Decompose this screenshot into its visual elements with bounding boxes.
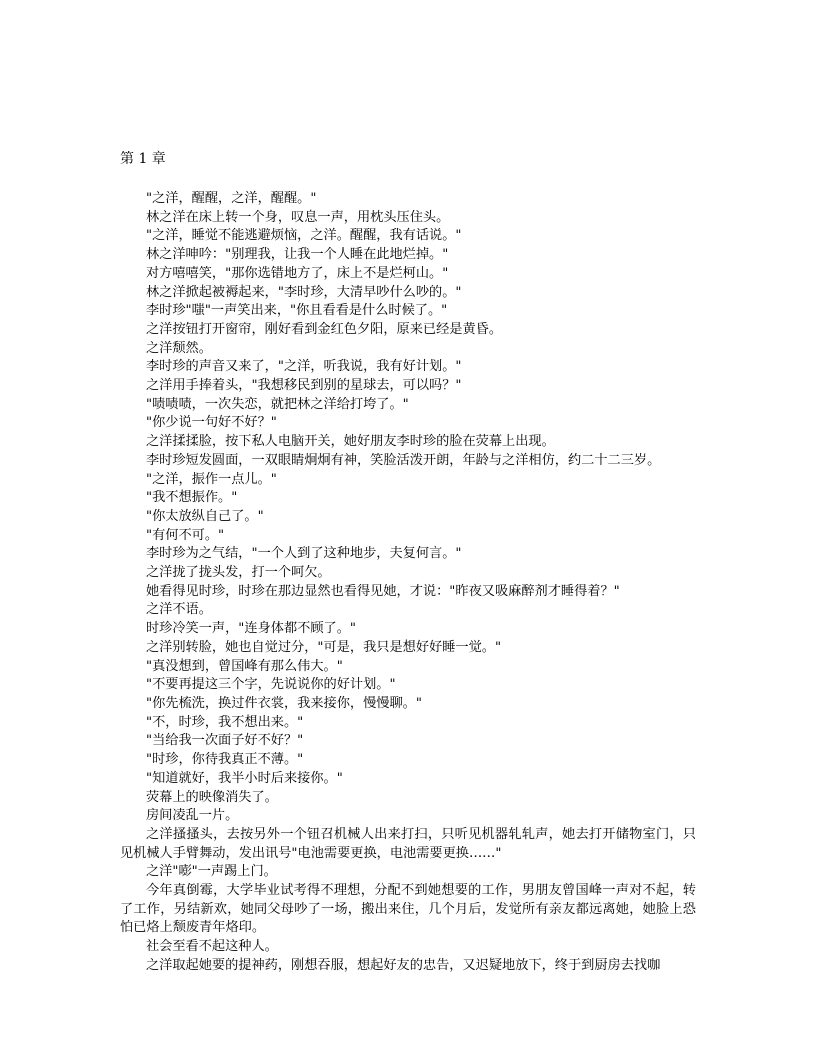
- paragraph: "时珍，你待我真正不薄。": [146, 752, 304, 768]
- paragraph: 之洋取起她要的提神药，刚想吞服，想起好友的忠告，又迟疑地放下，终于到厨房去找咖: [146, 957, 661, 973]
- paragraph: "真没想到，曾国峰有那么伟大。": [146, 658, 343, 674]
- document-page: [120, 150, 696, 976]
- paragraph: "之洋，振作一点儿。": [146, 471, 277, 487]
- paragraph: "你太放纵自己了。": [146, 508, 264, 524]
- paragraph: 李时珍短发圆面，一双眼睛炯炯有神，笑脸活泼开朗，年龄与之洋相仿，约二十二三岁。: [146, 452, 661, 468]
- paragraph: 之洋拢了拢头发，打一个呵欠。: [146, 565, 331, 581]
- paragraph: 对方嘻嘻笑，"那你选错地方了，床上不是烂柯山。": [146, 265, 449, 281]
- paragraph: 李时珍为之气结，"一个人到了这种地步，夫复何言。": [146, 546, 462, 562]
- paragraph: 之洋搔搔头，去按另外一个钮召机械人出来打扫，只听见机器轧轧声，她去打开储物室门，只见机械人手臂舞动，发出讯号"电池需要更换，电池需要更换……": [120, 826, 696, 861]
- paragraph: "你先梳洗，换过件衣裳，我来接你，慢慢聊。": [146, 695, 422, 711]
- paragraph: "啧啧啧，一次失恋，就把林之洋给打垮了。": [146, 396, 409, 412]
- paragraph: "之洋，睡觉不能逃避烦恼，之洋。醒醒，我有话说。": [146, 228, 462, 244]
- paragraph: 之洋颓然。: [146, 340, 212, 356]
- paragraph: 李时珍"嗤"一声笑出来，"你且看看是什么时候了。": [146, 303, 448, 319]
- paragraph: 林之洋呻吟："别理我，让我一个人睡在此地烂掉。": [146, 247, 449, 263]
- paragraph: 李时珍的声音又来了，"之洋，听我说，我有好计划。": [146, 359, 462, 375]
- paragraph: 今年真倒霉，大学毕业试考得不理想，分配不到她想要的工作，男朋友曾国峰一声对不起，转了工作，另结新欢，她同父母吵了一场，搬出来住，几个月后，发觉所有亲友都远离她，她脸上恐怕已烙上颓废青年烙印。: [120, 883, 696, 936]
- paragraph: "不，时珍，我不想出来。": [146, 714, 304, 730]
- paragraph: 社会至看不起这种人。: [146, 939, 278, 955]
- paragraph: "你少说一句好不好？": [146, 415, 277, 431]
- paragraph: "之洋，醒醒，之洋，醒醒。": [146, 191, 317, 206]
- paragraph: 之洋用手捧着头，"我想移民到别的星球去，可以吗？": [146, 378, 462, 394]
- paragraph: 林之洋在床上转一个身，叹息一声，用枕头压住头。: [146, 209, 450, 225]
- paragraph: "有何不可。": [146, 527, 225, 543]
- paragraph: "当给我一次面子好不好？": [146, 733, 304, 749]
- paragraph: 之洋揉揉脸，按下私人电脑开关，她好朋友李时珍的脸在荧幕上出现。: [146, 434, 555, 450]
- paragraph: 林之洋掀起被褥起来，"李时珍，大清早吵什么吵的。": [146, 284, 462, 300]
- body-text: [120, 190, 696, 976]
- paragraph: "不要再提这三个字，先说说你的好计划。": [146, 677, 396, 693]
- paragraph: 之洋别转脸，她也自觉过分，"可是，我只是想好好睡一觉。": [146, 639, 502, 655]
- paragraph: 房间凌乱一片。: [146, 808, 239, 824]
- paragraph: 时珍冷笑一声，"连身体都不顾了。": [146, 621, 356, 637]
- paragraph: 她看得见时珍，时珍在那边显然也看得见她，才说："昨夜又吸麻醉剂才睡得着？": [146, 583, 620, 599]
- paragraph: "知道就好，我半小时后来接你。": [146, 770, 343, 786]
- paragraph: "我不想振作。": [146, 490, 238, 506]
- chapter-title: 第 1 章: [120, 151, 166, 167]
- paragraph: 之洋按钮打开窗帘，刚好看到金红色夕阳，原来已经是黄昏。: [146, 321, 503, 337]
- paragraph: 之洋不语。: [146, 602, 212, 618]
- paragraph: 荧幕上的映像消失了。: [146, 789, 278, 805]
- paragraph: 之洋"嘭"一声踢上门。: [146, 864, 277, 880]
